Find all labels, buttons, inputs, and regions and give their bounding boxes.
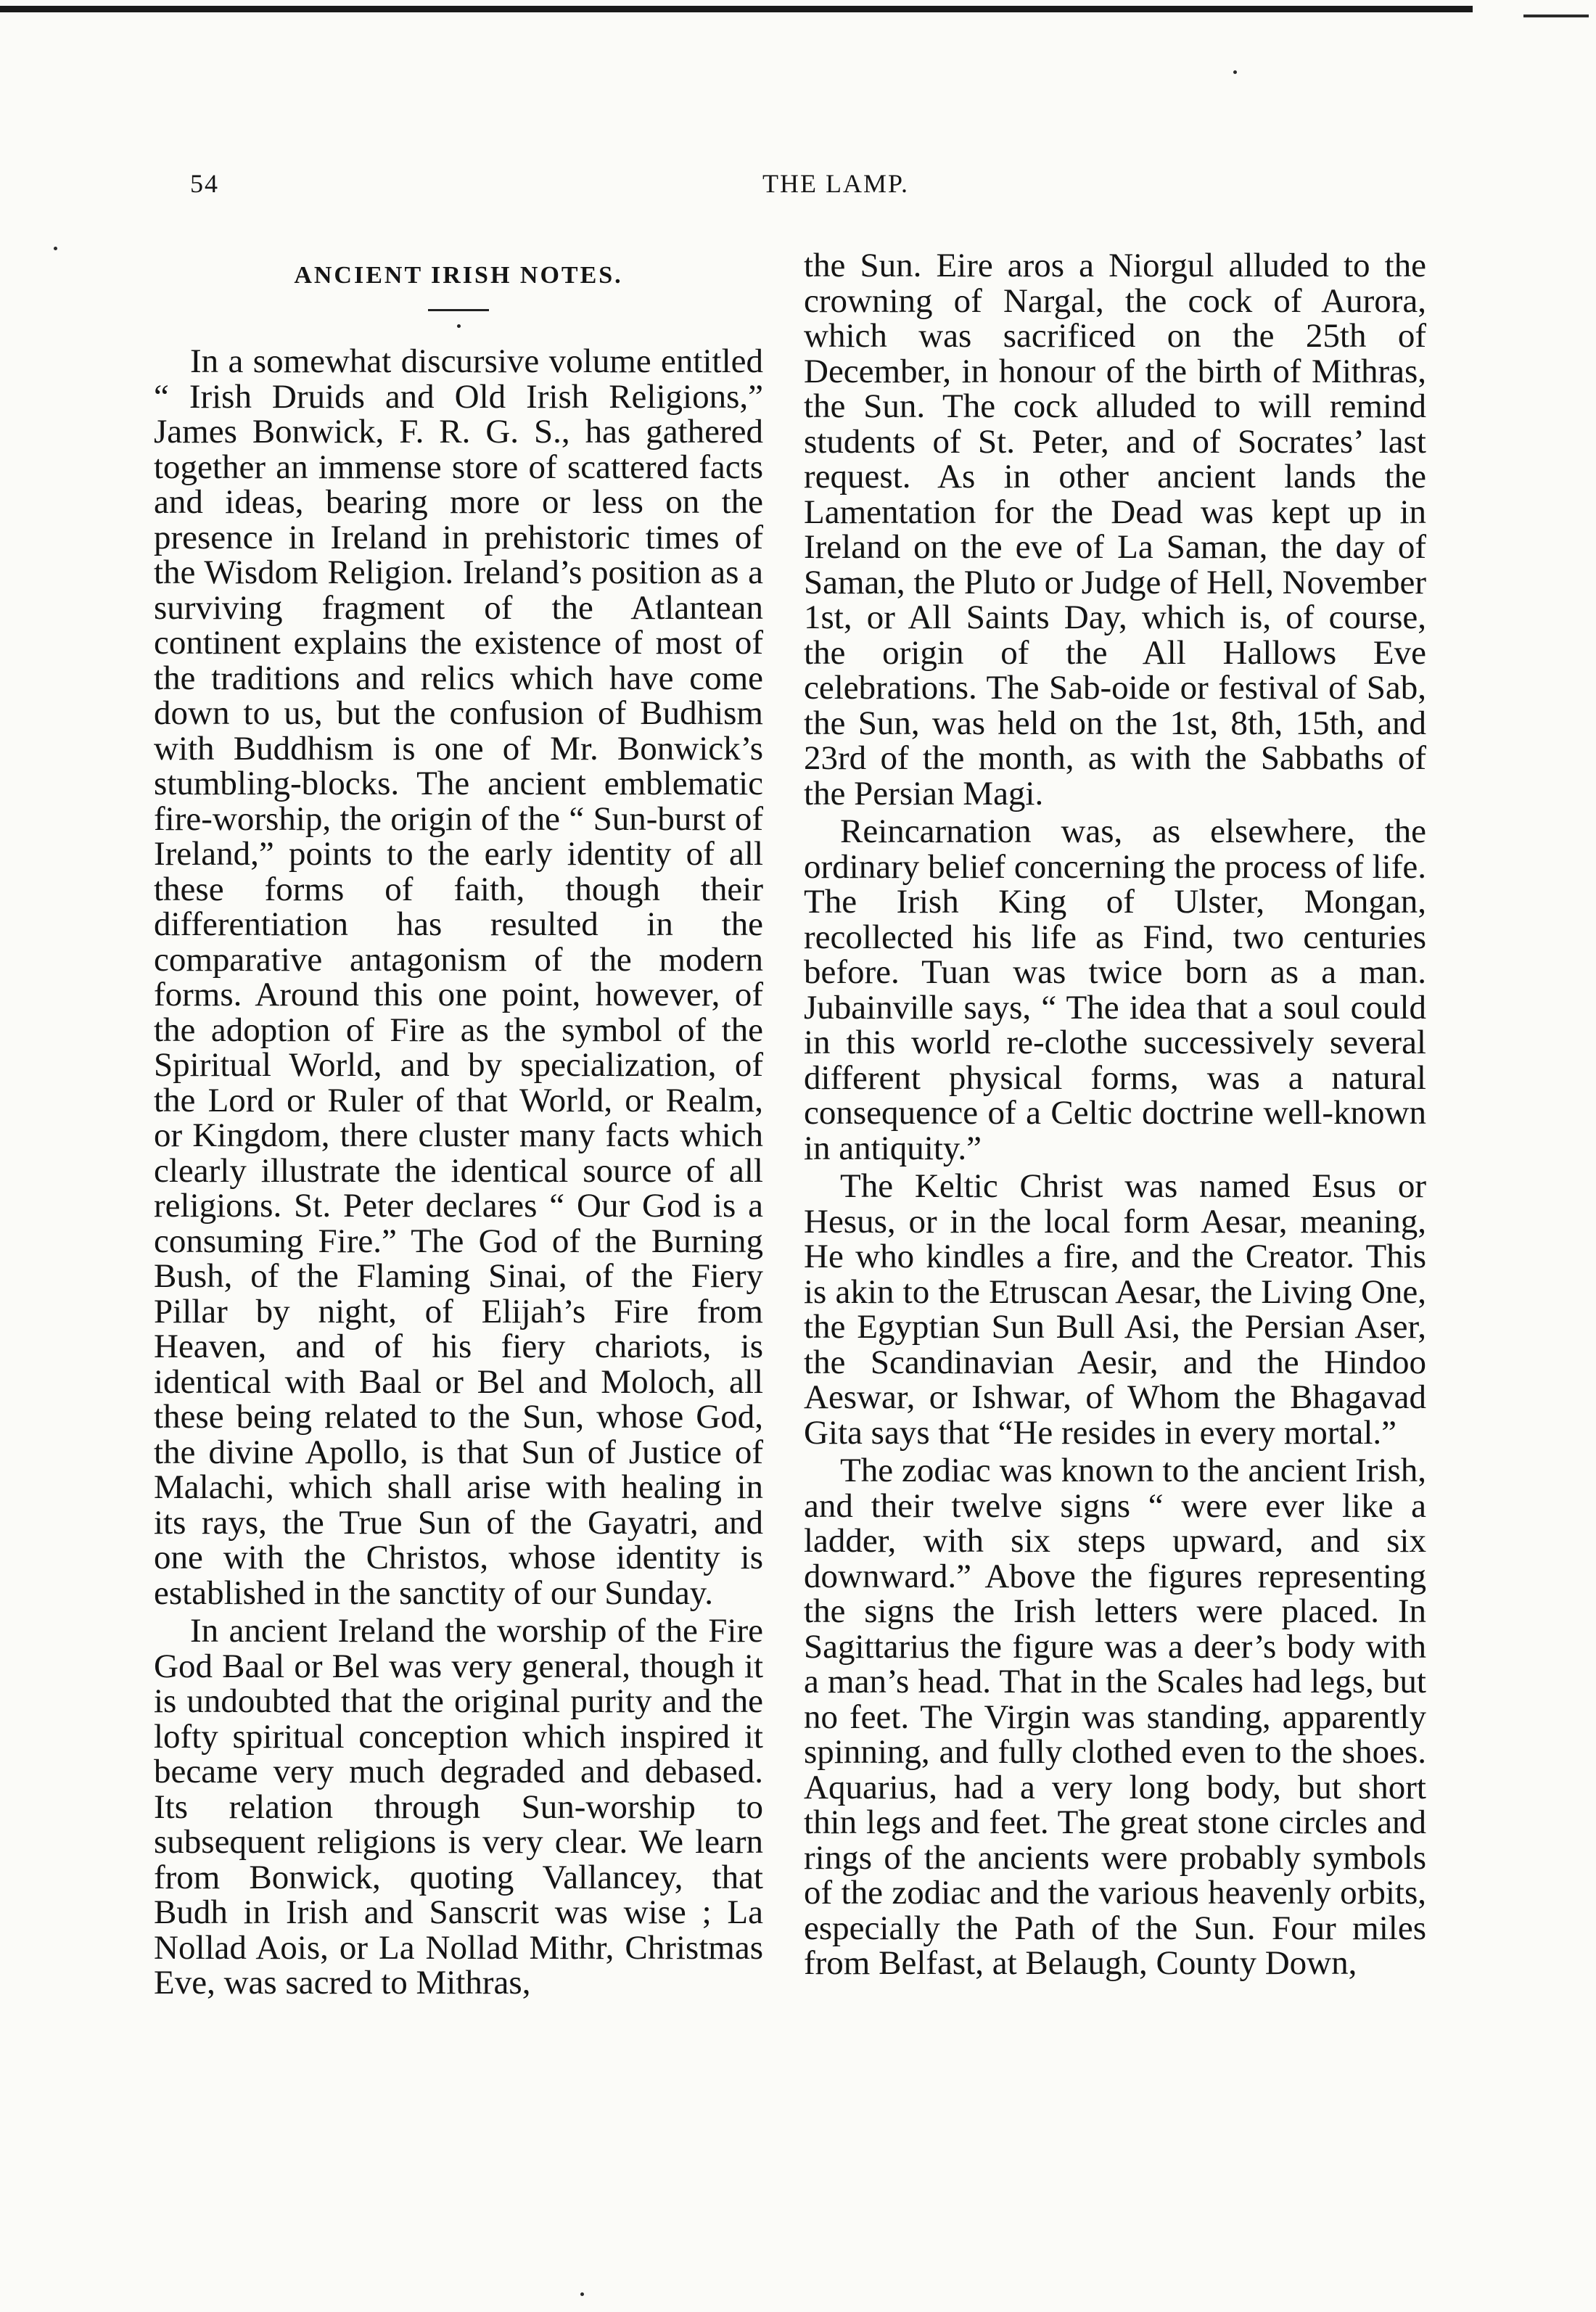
- top-border-rule: [0, 6, 1473, 12]
- print-speck: [580, 2292, 584, 2296]
- print-speck: [1233, 70, 1237, 74]
- paragraph-zodiac: The zodiac was known to the ancient Irish, and their twelve signs “ were ever like a ladder, with six steps upward, and six downward.” Above the figures representing the signs the Irish letters were placed. In Sagittarius the figure was a deer’s body with a man’s head. That in the Scales had legs, but no feet. The Virgin was standing, apparently spinning, and fully clothed even to the shoes. Aquarius, had a very long body, but short thin legs and feet. The great stone circles and rings of the ancients were probably symbols of the zodiac and the various heavenly orbits, especially the Path of the Sun. Four miles from Belfast, at Belaugh, County Down,: [804, 1452, 1426, 1982]
- paragraph-reincarnation: Reincarnation was, as elsewhere, the ordinary belief concerning the process of life. The Irish King of Ulster, Mongan, recollected his life as Find, two centuries before. Tuan was twice born as a man. Jubainville says, “ The idea that a soul could in this world re-clothe successively several different physical forms, was a natural consequence of a Celtic doctrine well-known in antiquity.”: [804, 813, 1426, 1167]
- running-header: [190, 168, 1481, 197]
- title-rule: [428, 309, 489, 311]
- paragraph-keltic-christ: The Keltic Christ was named Esus or Hesus, or in the local form Aesar, meaning, He who kindles a fire, and the Creator. This is akin to the Etruscan Aesar, the Living One, the Egyptian Sun Bull Asi, the Persian Aser, the Scandinavian Aesir, and the Hindoo Aeswar, or Ishwar, of Whom the Bhagavad Gita says that “He resides in every mortal.”: [804, 1167, 1426, 1452]
- paragraph-fire-god: In ancient Ireland the worship of the Fire God Baal or Bel was very general, though it is undoubted that the original purity and the lofty spiritual conception which inspired it became very much degraded and debased. Its relation through Sun-worship to subsequent religions is very clear. We learn from Bonwick, quoting Vallancey, that Budh in Irish and Sanscrit was wise ; La Nollad Aois, or La Nollad Mithr, Christmas Eve, was sacred to Mithras,: [154, 1612, 763, 2002]
- page-number: 54: [190, 169, 219, 198]
- paragraph-sun-cont: the Sun. Eire aros a Niorgul alluded to the crowning of Nargal, the cock of Aurora, which was sacrificed on the 25th of December, in honour of the birth of Mithras, the Sun. The cock alluded to will remind students of St. Peter, and of Socrates’ last request. As in other ancient lands the Lamentation for the Dead was kept up in Ireland on the eve of La Saman, the day of Saman, the Pluto or Judge of Hell, November 1st, or All Saints Day, which is, of course, the origin of the All Hallows Eve celebrations. The Sab-oide or festival of Sab, the Sun, was held on the 1st, 8th, 15th, and 23rd of the month, as with the Sabbaths of the Persian Magi.: [804, 247, 1426, 813]
- print-speck: [54, 247, 57, 250]
- article-title: ANCIENT IRISH NOTES.: [294, 262, 623, 289]
- left-column: [154, 248, 763, 2001]
- right-column: [804, 248, 1426, 1981]
- running-title: THE LAMP.: [762, 169, 909, 198]
- title-dot: [457, 324, 461, 328]
- top-border-stub: [1523, 15, 1589, 17]
- paragraph-bonwick: In a somewhat discursive volume entitled “ Irish Druids and Old Irish Religions,” James Bonwick, F. R. G. S., has gathered together an immense store of scattered facts and ideas, bearing more or less on the presence in Ireland in prehistoric times of the Wisdom Religion. Ireland’s position as a surviving fragment of the Atlantean continent explains the existence of most of the traditions and relics which have come down to us, but the confusion of Budhism with Buddhism is one of Mr. Bonwick’s stumbling-blocks. The ancient emblematic fire-worship, the origin of the “ Sun-burst of Ireland,” points to the early identity of all these forms of faith, though their differentiation has resulted in the comparative antagonism of the modern forms. Around this one point, however, of the adoption of Fire as the symbol of the Spiritual World, and by specialization, of the Lord or Ruler of that World, or Realm, or Kingdom, there cluster many facts which clearly illustrate the identical source of all religions. St. Peter declares “ Our God is a consuming Fire.” The God of the Burning Bush, of the Flaming Sinai, of the Fiery Pillar by night, of Elijah’s Fire from Heaven, and of his fiery chariots, is identical with Baal or Bel and Moloch, all these being related to the Sun, whose God, the divine Apollo, is that Sun of Justice of Malachi, which shall arise with healing in its rays, the True Sun of the Gayatri, and one with the Christos, whose identity is established in the sanctity of our Sunday.: [154, 342, 763, 1612]
